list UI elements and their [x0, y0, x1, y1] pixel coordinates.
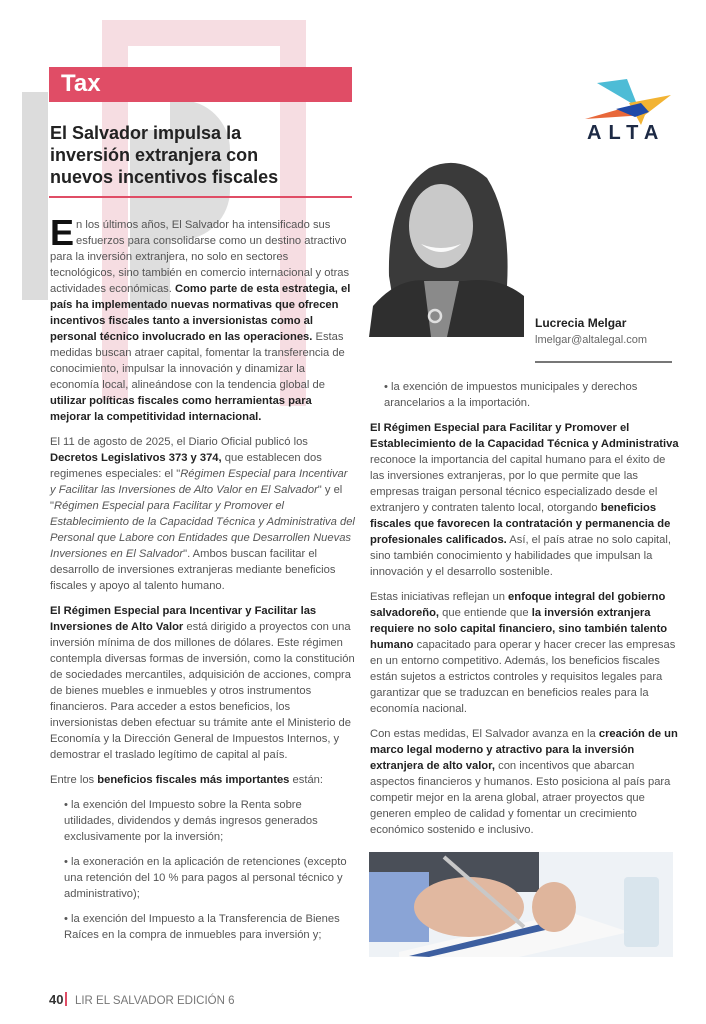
footer-separator [65, 992, 67, 1006]
author-name: Lucrecia Melgar [535, 316, 627, 330]
stock-photo-writing [369, 852, 673, 957]
article-left-column [50, 212, 355, 952]
benefits-intro: Entre los beneficios fiscales más importantes están: [50, 774, 323, 786]
headline-divider [49, 196, 352, 198]
drop-cap: E [50, 212, 75, 253]
conclusion-paragraph: Con estas medidas, El Salvador avanza en la creación de un marco legal moderno y atractivo para la inversión extranjera de alto valor, con incentivos que abarcan aspectos financieros y humanos. Esto posiciona al país para competir mejor en la arena global, atraer proyectos que generen empleo de calidad y fomentar un crecimiento económico sostenido e inclusivo. [370, 728, 678, 836]
author-divider [535, 361, 672, 363]
benefit-bullet: • la exención de impuestos municipales y derechos arancelarios a la importación. [384, 381, 638, 409]
headline-line: inversión extranjera con [50, 145, 259, 165]
article-right-column [370, 379, 680, 847]
article-headline [50, 122, 350, 188]
author-photo [369, 156, 524, 337]
intro-paragraph: En los últimos años, El Salvador ha intensificado sus esfuerzos para consolidarse como un destino atractivo para la inversión extranjera, no solo en sectores tecnológicos, sino también en comercio internacional y otras actividades económicas. Como parte de esta estrategia, el país ha implementado nuevas normativas que ofrecen incentivos fiscales tanto a inversionistas como al personal técnico involucrado en las operaciones. Estas medidas buscan atraer capital, fomentar la transferencia de conocimiento, impulsar la innovación y dinamizar la economía local, alineándose con la tendencia global de utilizar políticas fiscales como herramientas para mejorar la competitividad internacional. [50, 212, 351, 423]
capacity-regime-paragraph: El Régimen Especial para Facilitar y Promover el Establecimiento de la Capacidad Técnica y Administrativa reconoce la importancia del capital humano para el éxito de las inversiones extranjeras, por lo que permite que las empresas traigan personal técnico especializado desde el extranjero y contraten talento local, otorgando beneficios fiscales que favorecen la contratación y permanencia de profesionales calificados. Así, el país atrae no solo capital, sino también conocimiento y habilidades que impulsan la innovación y el desarrollo sostenible. [370, 422, 679, 578]
headline-line: nuevos incentivos fiscales [50, 167, 279, 187]
benefit-bullet: • la exención del Impuesto sobre la Renta sobre utilidades, dividendos y demás ingresos generados exclusivamente por la inversión; [64, 799, 318, 843]
alta-logo-text: ALTA [587, 122, 666, 144]
watermark-l-shape [22, 92, 48, 300]
decrees-paragraph: El 11 de agosto de 2025, el Diario Oficial publicó los Decretos Legislativos 373 y 374, que establecen dos regimenes especiales: el "Régimen Especial para Incentivar y Facilitar las Inversiones de Alto Valor en El Salvador" y el "Régimen Especial para Facilitar y Promover el Establecimiento de la Capacidad Técnica y Administrativa del Personal que Labore con Entidades que Desarrollen Nuevas Inversiones en El Salvador". Ambos buscan facilitar el desarrollo de inversiones extranjeras mediante beneficios fiscales y apoyo al talento humano. [50, 436, 355, 592]
hand-writing-photo-icon [369, 852, 673, 957]
page-footer [49, 992, 235, 1007]
benefit-bullet: • la exoneración en la aplicación de retenciones (excepto una retención del 10 % para pagos al personal técnico y administrativo); [64, 856, 347, 900]
author-portrait-icon [369, 156, 524, 337]
section-label-bar [49, 67, 352, 102]
section-label: Tax [61, 70, 101, 97]
page-number: 40 [49, 992, 64, 1007]
headline-line: El Salvador impulsa la [50, 123, 242, 143]
publication-title: LIR EL SALVADOR EDICIÓN 6 [74, 995, 235, 1007]
initiatives-paragraph: Estas iniciativas reflejan un enfoque integral del gobierno salvadoreño, que entiende que la inversión extranjera requiere no solo capital financiero, sino también talento humano capacitado para operar y hacer crecer las empresas en un entorno competitivo. Además, los beneficios fiscales están sujetos a estrictos controles y requisitos legales para garantizar que se traduzcan en beneficios reales para la economía nacional. [370, 591, 676, 715]
regime-paragraph: El Régimen Especial para Incentivar y Facilitar las Inversiones de Alto Valor está dirigido a proyectos con una inversión mínima de dos millones de dólares. Este régimen contempla diversas formas de inversión, como la constitución de sociedades mercantiles, adquisición de acciones, compra de bienes muebles e inmuebles y otros instrumentos financieros. Para acceder a estos beneficios, los inversionistas deben efectuar su trámite ante el Ministerio de Economía y la Dirección General de Impuestos Internos, y demostrar el traslado legítimo de capital al país. [50, 605, 355, 761]
benefit-bullet: • la exención del Impuesto a la Transferencia de Bienes Raíces en la compra de inmuebles para inversión y; [64, 913, 340, 941]
author-email-link[interactable]: lmelgar@altalegal.com [535, 334, 648, 346]
